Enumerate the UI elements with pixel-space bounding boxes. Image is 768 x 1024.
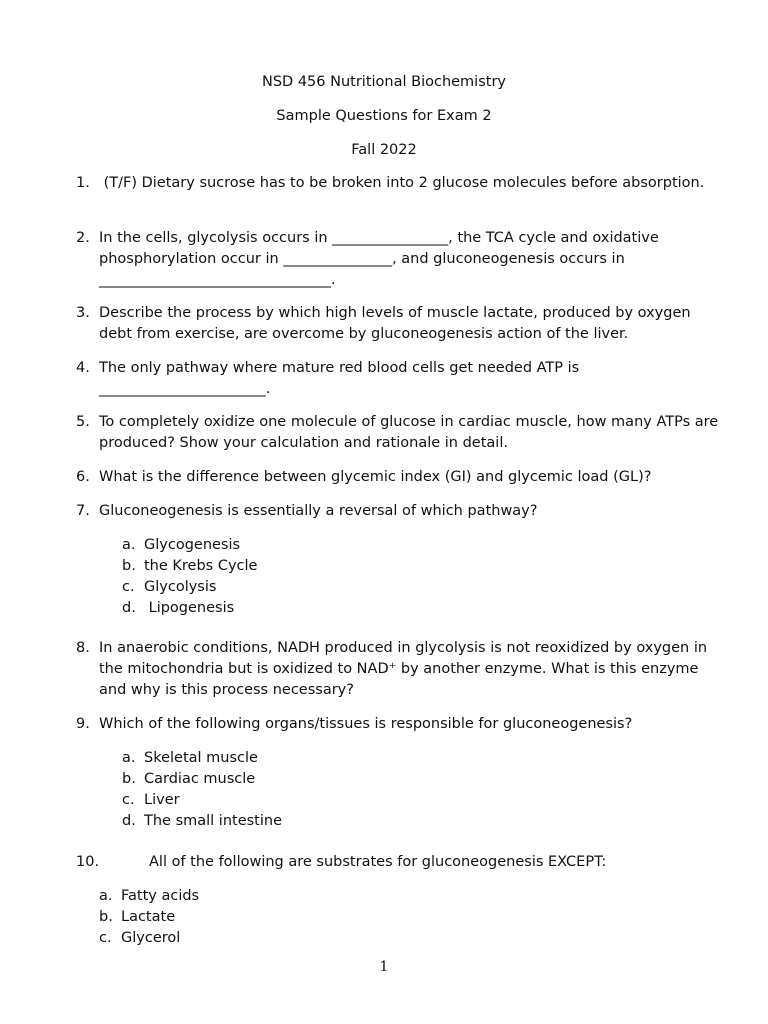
question-number: 5.: [76, 414, 90, 430]
option-a: [122, 535, 522, 556]
question-number: 4.: [76, 360, 90, 376]
option-text: Lactate: [121, 909, 176, 925]
question-number: 2.: [76, 230, 90, 246]
option-c: [122, 577, 522, 598]
question-number: 7.: [76, 503, 90, 519]
option-a: [122, 748, 522, 769]
option-text: Glycerol: [121, 930, 181, 946]
option-text: Fatty acids: [121, 888, 200, 904]
option-text: Glycogenesis: [144, 537, 241, 553]
question-text: In the cells, glycolysis occurs in ________________, the TCA cycle and oxidative phosphorylation occur in _______________, and gluconeogenesis occurs in ________________________________.: [99, 230, 659, 288]
option-text: Glycolysis: [144, 579, 217, 595]
course-title: NSD 456 Nutritional Biochemistry: [262, 74, 506, 90]
option-text: Liver: [144, 792, 180, 808]
option-letter: a.: [99, 888, 113, 904]
option-text: The small intestine: [144, 813, 283, 829]
question-text: (T/F) Dietary sucrose has to be broken into 2 glucose molecules before absorption.: [99, 175, 705, 191]
question-10-options: [99, 886, 499, 949]
option-d: [122, 598, 522, 619]
option-letter: b.: [122, 558, 136, 574]
option-b: [122, 769, 522, 790]
option-letter: c.: [122, 792, 135, 808]
option-letter: c.: [99, 930, 112, 946]
question-5: [76, 412, 726, 454]
question-number: 3.: [76, 305, 90, 321]
question-text: Which of the following organs/tissues is responsible for gluconeogenesis?: [99, 716, 633, 732]
option-text: Skeletal muscle: [144, 750, 258, 766]
question-number: 10.: [76, 854, 100, 870]
question-text: The only pathway where mature red blood cells get needed ATP is _______________________.: [99, 360, 580, 397]
question-text: Describe the process by which high levels of muscle lactate, produced by oxygen debt from exercise, are overcome by gluconeogenesis action of the liver.: [99, 305, 691, 342]
option-letter: a.: [122, 537, 136, 553]
option-letter: b.: [122, 771, 136, 787]
page-number: 1: [379, 959, 389, 975]
document-term: Fall 2022: [351, 142, 417, 158]
question-9: [76, 714, 726, 735]
option-letter: d.: [122, 600, 136, 616]
option-c: [99, 928, 499, 949]
option-b: [99, 907, 499, 928]
option-b: [122, 556, 522, 577]
option-letter: c.: [122, 579, 135, 595]
question-6: [76, 467, 726, 488]
option-c: [122, 790, 522, 811]
option-letter: a.: [122, 750, 136, 766]
option-text: Cardiac muscle: [144, 771, 256, 787]
question-8: [76, 638, 726, 701]
option-d: [122, 811, 522, 832]
option-a: [99, 886, 499, 907]
question-text: Gluconeogenesis is essentially a reversal of which pathway?: [99, 503, 538, 519]
question-number: 6.: [76, 469, 90, 485]
question-number: 8.: [76, 640, 90, 656]
question-text: What is the difference between glycemic index (GI) and glycemic load (GL)?: [99, 469, 652, 485]
option-letter: d.: [122, 813, 136, 829]
question-text: In anaerobic conditions, NADH produced in glycolysis is not reoxidized by oxygen in the mitochondria but is oxidized to NAD⁺ by another enzyme. What is this enzyme and why is this process necessary?: [99, 640, 708, 698]
question-7-options: [122, 535, 522, 619]
option-letter: b.: [99, 909, 113, 925]
question-3: [76, 303, 726, 345]
option-text: Lipogenesis: [144, 600, 235, 616]
question-text: All of the following are substrates for gluconeogenesis EXCEPT:: [149, 854, 607, 870]
question-2: [76, 228, 726, 291]
question-number: 1.: [76, 175, 90, 191]
question-9-options: [122, 748, 522, 832]
option-text: the Krebs Cycle: [144, 558, 258, 574]
question-4: [76, 358, 726, 400]
question-text: To completely oxidize one molecule of glucose in cardiac muscle, how many ATPs are produced? Show your calculation and rationale in detail.: [99, 414, 719, 451]
question-1: [76, 173, 726, 194]
question-number: 9.: [76, 716, 90, 732]
question-7: [76, 501, 726, 522]
document-subtitle: Sample Questions for Exam 2: [276, 108, 492, 124]
